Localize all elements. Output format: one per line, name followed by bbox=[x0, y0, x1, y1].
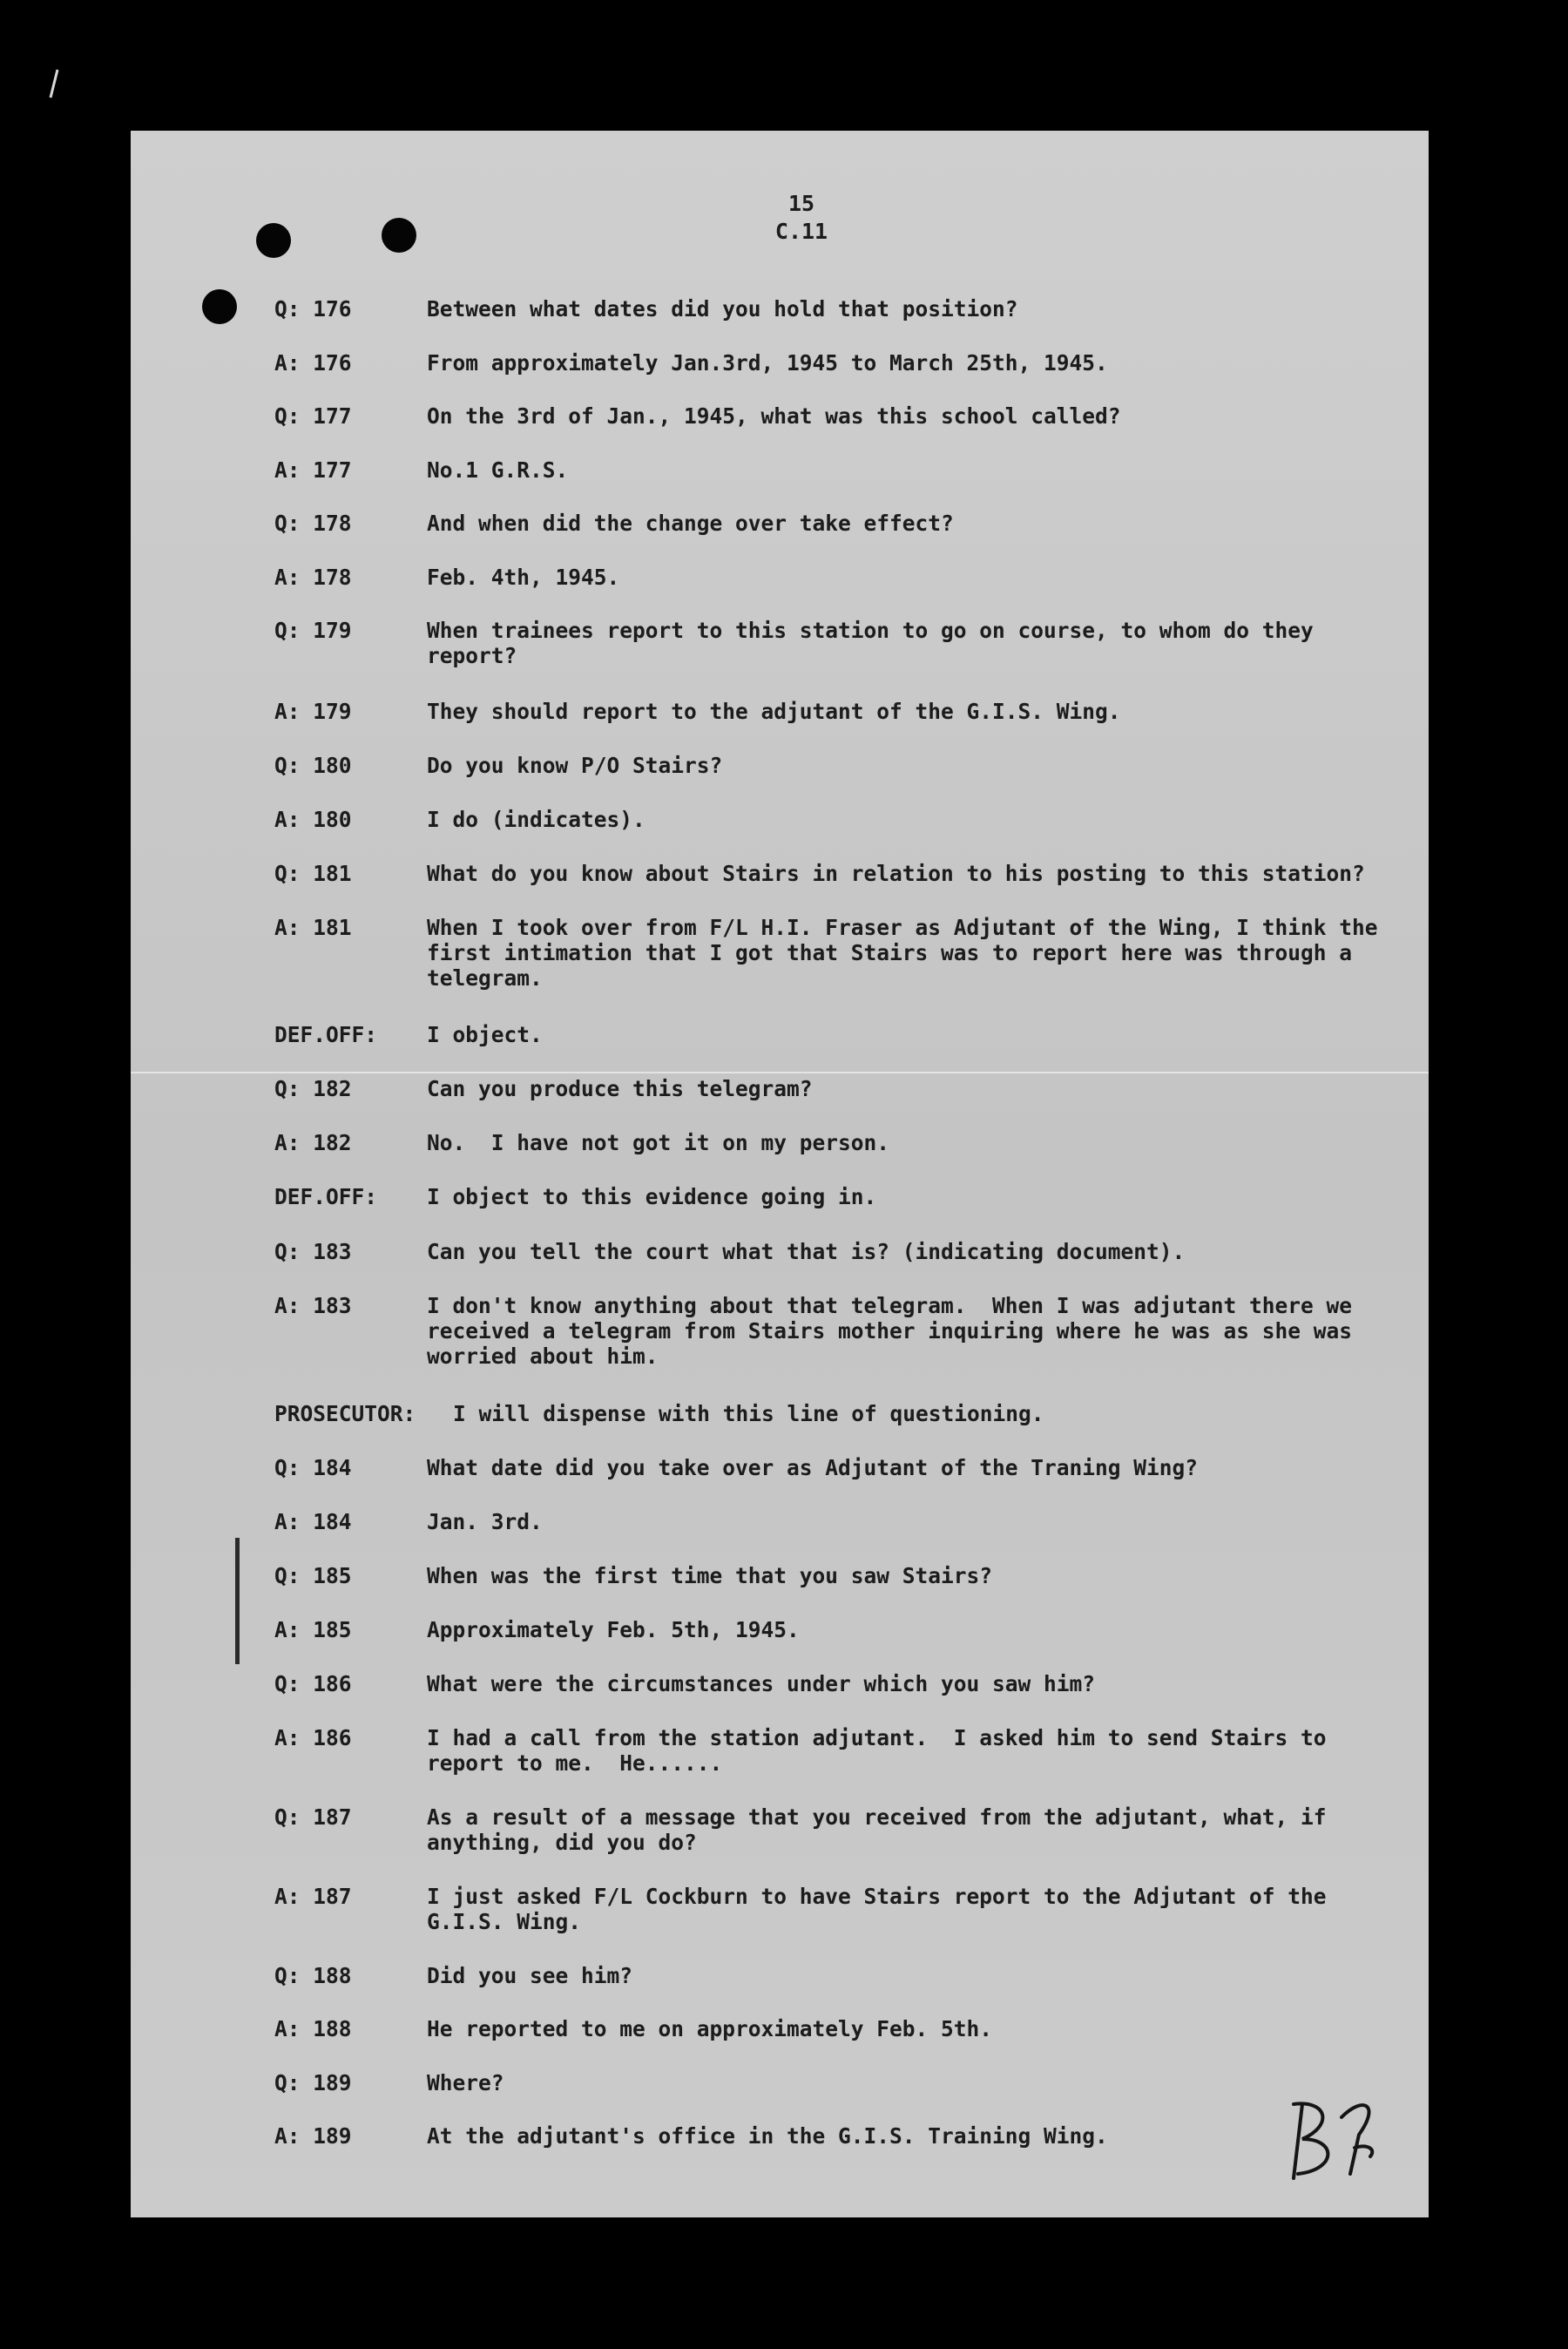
entry-label: A: 177 bbox=[274, 457, 352, 483]
entry-text: On the 3rd of Jan., 1945, what was this school called? bbox=[427, 403, 1121, 429]
entry-text: Feb. 4th, 1945. bbox=[427, 565, 620, 590]
entry-label: A: 176 bbox=[274, 350, 352, 376]
entry-text: At the adjutant's office in the G.I.S. Training Wing. bbox=[427, 2123, 1108, 2149]
entry-text: Do you know P/O Stairs? bbox=[427, 753, 723, 778]
entry-label: Q: 176 bbox=[274, 296, 352, 322]
entry-label: A: 179 bbox=[274, 699, 352, 724]
entry-text: Can you produce this telegram? bbox=[427, 1076, 813, 1101]
entry-label: A: 183 bbox=[274, 1293, 352, 1318]
entry-text: Can you tell the court what that is? (indicating document). bbox=[427, 1239, 1186, 1264]
handwritten-initials-icon bbox=[1267, 2087, 1398, 2191]
entry-text: From approximately Jan.3rd, 1945 to March 25th, 1945. bbox=[427, 350, 1108, 376]
entry-label: Q: 180 bbox=[274, 753, 352, 778]
entry-text: No. I have not got it on my person. bbox=[427, 1130, 890, 1155]
margin-line-mark bbox=[235, 1538, 240, 1664]
entry-label: A: 178 bbox=[274, 565, 352, 590]
entry-text: And when did the change over take effect? bbox=[427, 511, 954, 536]
entry-label: DEF.OFF: bbox=[274, 1022, 378, 1047]
entry-text: Between what dates did you hold that position? bbox=[427, 296, 1018, 322]
entry-label: DEF.OFF: bbox=[274, 1184, 378, 1209]
punch-hole-icon bbox=[202, 289, 237, 324]
entry-text: When was the first time that you saw Stairs? bbox=[427, 1563, 993, 1588]
entry-label: A: 187 bbox=[274, 1884, 352, 1909]
entry-label: A: 184 bbox=[274, 1509, 352, 1534]
punch-hole-icon bbox=[382, 218, 416, 253]
entry-label: Q: 179 bbox=[274, 618, 352, 643]
entry-text: Where? bbox=[427, 2070, 504, 2095]
entry-label: A: 186 bbox=[274, 1725, 352, 1750]
page-fold-crease bbox=[131, 1072, 1429, 1073]
entry-text: I will dispense with this line of questioning. bbox=[453, 1401, 1044, 1426]
entry-text: What were the circumstances under which you saw him? bbox=[427, 1671, 1096, 1696]
entry-text: When I took over from F/L H.I. Fraser as Adjutant of the Wing, I think the first intimation that I got that Stairs was to report here was through a telegram. bbox=[427, 915, 1391, 991]
entry-text: I do (indicates). bbox=[427, 807, 645, 832]
entry-label: Q: 181 bbox=[274, 861, 352, 886]
document-page bbox=[131, 131, 1429, 2217]
entry-text: I had a call from the station adjutant. I asked him to send Stairs to report to me. He...... bbox=[427, 1725, 1340, 1776]
entry-text: Did you see him? bbox=[427, 1963, 633, 1988]
corner-pen-mark bbox=[45, 68, 63, 99]
entry-text: I object to this evidence going in. bbox=[427, 1184, 877, 1209]
entry-text: Jan. 3rd. bbox=[427, 1509, 543, 1534]
section-code: C.11 bbox=[774, 219, 828, 244]
entry-label: A: 182 bbox=[274, 1130, 352, 1155]
entry-label: Q: 187 bbox=[274, 1804, 352, 1830]
entry-text: No.1 G.R.S. bbox=[427, 457, 569, 483]
entry-text: I just asked F/L Cockburn to have Stairs report to the Adjutant of the G.I.S. Wing. bbox=[427, 1884, 1340, 1934]
entry-label: A: 181 bbox=[274, 915, 352, 940]
entry-text: I object. bbox=[427, 1022, 543, 1047]
entry-text: When trainees report to this station to go on course, to whom do they report? bbox=[427, 618, 1327, 668]
entry-text: Approximately Feb. 5th, 1945. bbox=[427, 1617, 800, 1642]
entry-text: What date did you take over as Adjutant of the Traning Wing? bbox=[427, 1455, 1199, 1480]
punch-hole-icon bbox=[256, 223, 291, 258]
entry-label: Q: 178 bbox=[274, 511, 352, 536]
entry-label: Q: 188 bbox=[274, 1963, 352, 1988]
entry-label: Q: 183 bbox=[274, 1239, 352, 1264]
entry-label: Q: 184 bbox=[274, 1455, 352, 1480]
entry-text: He reported to me on approximately Feb. 5th. bbox=[427, 2016, 993, 2041]
entry-label: Q: 177 bbox=[274, 403, 352, 429]
entry-label: A: 188 bbox=[274, 2016, 352, 2041]
entry-label: Q: 182 bbox=[274, 1076, 352, 1101]
entry-label: PROSECUTOR: bbox=[274, 1401, 416, 1426]
entry-label: A: 185 bbox=[274, 1617, 352, 1642]
entry-text: What do you know about Stairs in relation to his posting to this station? bbox=[427, 861, 1365, 886]
entry-label: Q: 189 bbox=[274, 2070, 352, 2095]
entry-label: Q: 185 bbox=[274, 1563, 352, 1588]
entry-label: A: 180 bbox=[274, 807, 352, 832]
entry-text: I don't know anything about that telegram. When I was adjutant there we received a telegram from Stairs mother inquiring where he was as she was worried about him. bbox=[427, 1293, 1365, 1369]
entry-text: As a result of a message that you received from the adjutant, what, if anything, did you do? bbox=[427, 1804, 1340, 1855]
entry-label: A: 189 bbox=[274, 2123, 352, 2149]
entry-label: Q: 186 bbox=[274, 1671, 352, 1696]
page-number: 15 bbox=[787, 191, 815, 216]
entry-text: They should report to the adjutant of the G.I.S. Wing. bbox=[427, 699, 1121, 724]
page-header bbox=[749, 190, 854, 246]
